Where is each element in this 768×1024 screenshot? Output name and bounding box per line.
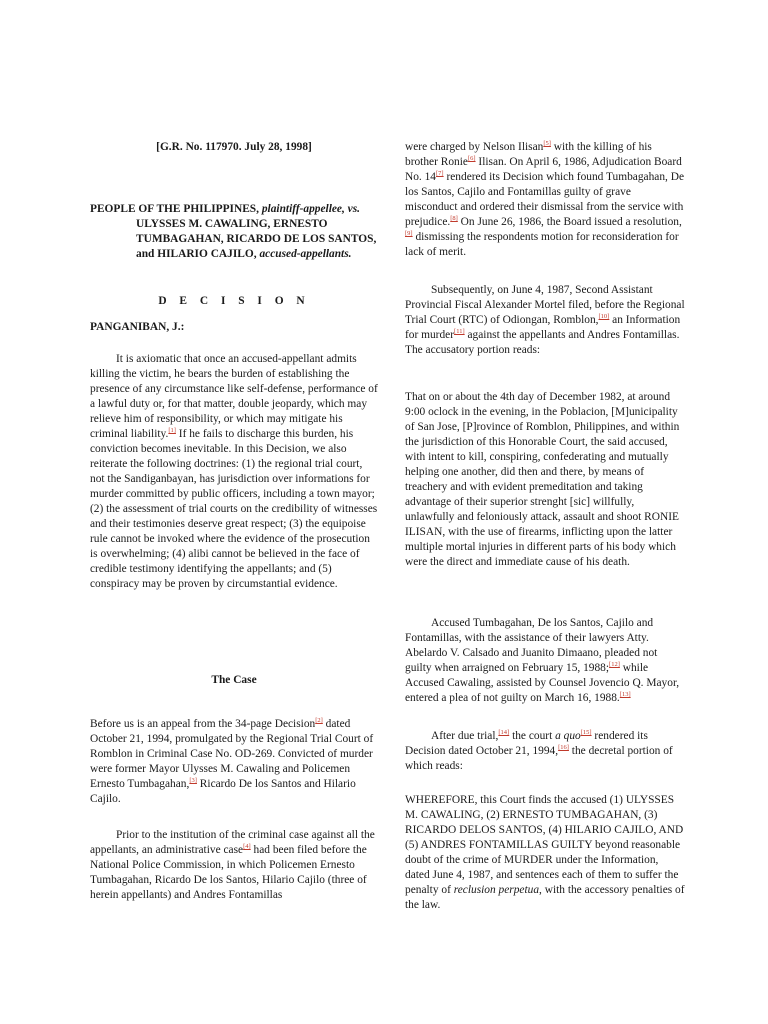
quote-dispositive	[405, 793, 685, 913]
footnote-link[interactable]: [5]	[543, 140, 551, 148]
paragraph-text: dismissing the respondents motion for reconsideration for lack of merit.	[405, 231, 679, 258]
footnote-link[interactable]: [1]	[168, 427, 176, 435]
paragraph-text: Ilisan. On April 6, 1986, Adjudication Board No. 14	[405, 156, 682, 183]
latin-term: a quo	[555, 730, 581, 742]
paragraph-text: were charged by Nelson Ilisan	[405, 141, 544, 153]
paragraph-information	[405, 283, 685, 358]
paragraph-text: with the killing of his brother Ronie	[405, 141, 652, 168]
paragraph-text: It is axiomatic that once an accused-appellant admits killing the victim, he bears the burden of establishing the presence of any circumstance like self-defense, performance of a lawful duty or, for that matter, double jeopardy, which may relieve him of responsibility, or which may mitigate his criminal liability.	[90, 353, 378, 440]
latin-term: reclusion perpetua	[453, 884, 540, 896]
footnote-link[interactable]: [15]	[580, 729, 592, 737]
paragraph-text: against the appellants and Andres Fontamillas. The accusatory portion reads:	[405, 329, 680, 356]
paragraph-text: On June 26, 1986, the Board issued a resolution,	[457, 216, 682, 228]
decision-heading-text: D E C I S I O N	[158, 295, 310, 307]
footnote-link[interactable]: [3]	[189, 777, 197, 785]
paragraph-text: while Accused Cawaling, assisted by Counsel Jovencio Q. Mayor, entered a plea of not guilty on March 16, 1988.	[405, 662, 680, 704]
case-number-text: [G.R. No. 117970. July 28, 1998]	[156, 141, 312, 153]
paragraph-administrative	[90, 828, 378, 903]
paragraph-charged	[405, 140, 685, 260]
paragraph-text: If he fails to discharge this burden, his conviction becomes inevitable. In this Decision, we also reiterate the following doctrines: (1) the regional trial court, not the Sandiganbayan, has jurisdiction over informations for murder committed by public officers, including a town mayor; (2) the assessment of trial courts on the credibility of witnesses and their testimonies deserve great respect; (3) the equipoise rule cannot be invoked where the evidence of the prosecution is overwhelming; (4) alibi cannot be believed in the face of credible testimony identifying the appellants; and (5) conspiracy may be proven by circumstantial evidence.	[90, 428, 378, 590]
footnote-link[interactable]: [2]	[315, 717, 323, 725]
footnote-link[interactable]: [12]	[609, 661, 620, 669]
footnote-link[interactable]: [11]	[454, 328, 465, 336]
versus: , vs.	[341, 203, 361, 215]
footnote-link[interactable]: [16]	[558, 744, 569, 752]
quote-information	[405, 390, 685, 570]
paragraph-intro	[90, 352, 378, 592]
ponente: PANGANIBAN, J.:	[90, 321, 185, 333]
paragraph-text: rendered its Decision which found Tumbagahan, De los Santos, Cajilo and Fontamillas guilty of grave misconduct and ordered their dismissal from the service with prejudice.	[405, 171, 685, 228]
paragraph-text: Prior to the institution of the criminal case against all the appellants, an administrative case	[90, 829, 375, 856]
footnote-link[interactable]: [7]	[436, 170, 444, 178]
quote-text: That on or about the 4th day of December 1982, at around 9:00 oclock in the evening, in the Poblacion, [M]unicipality of San Jose, [P]rovince of Romblon, Philippines, and within the jurisdiction of this Honorable Court, the said accused, with intent to kill, conspiring, confederating and mutually helping one another, did then and there, by means of treachery and with evident premeditation and taking advantage of their superior strenght [sic] willfully, unlawfully and feloniously attack, assault and shoot RONIE ILISAN, with the use of firearms, inflicting upon the latter multiple mortal injuries in different parts of his body which were the direct and immediate cause of his death.	[405, 391, 680, 568]
accused-role: accused-appellants.	[259, 248, 352, 260]
footnote-link[interactable]: [6]	[467, 155, 476, 163]
paragraph-text: Before us is an appeal from the 34-page Decision	[90, 718, 316, 730]
footnote-link[interactable]: [13]	[619, 691, 631, 699]
paragraph-trial	[405, 729, 685, 774]
paragraph-text: an Information for murder	[405, 314, 681, 341]
footnote-link[interactable]: [10]	[598, 313, 610, 321]
party-accused: ULYSSES M. CAWALING, ERNESTO TUMBAGAHAN, RICARDO DE LOS SANTOS, and HILARIO CAJILO,	[136, 218, 377, 260]
paragraph-text: dated October 21, 1994, promulgated by the Regional Trial Court of Romblon in Criminal Case No. OD-269. Convicted of murder were former Mayor Ulysses M. Cawaling and Policemen Ernesto Tumbagahan,	[90, 718, 374, 790]
paragraph-appeal	[90, 717, 378, 807]
section-heading-text: The Case	[211, 674, 257, 686]
section-heading-the-case	[90, 673, 378, 688]
paragraph-text: had been filed before the National Police Commission, in which Policemen Ernesto Tumbagahan, Ricardo De los Santos, Hilario Cajilo (three of herein appellants) and Andres Fontamillas	[90, 844, 367, 901]
paragraph-text: rendered its Decision dated October 21, 1994,	[405, 730, 648, 757]
footnote-link[interactable]: [4]	[243, 843, 251, 851]
author-line	[90, 320, 378, 335]
plaintiff-role: plaintiff-appellee	[261, 203, 342, 215]
paragraph-text: After due trial,	[431, 730, 499, 742]
paragraph-text: Ricardo De los Santos and Hilario Cajilo.	[90, 778, 356, 805]
footnote-link[interactable]: [14]	[498, 729, 510, 737]
footnote-link[interactable]: [8]	[450, 215, 458, 223]
case-parties	[90, 202, 378, 262]
party-plaintiff: PEOPLE OF THE PHILIPPINES,	[90, 203, 262, 215]
paragraph-arraignment	[405, 616, 685, 706]
paragraph-text: the decretal portion of which reads:	[405, 745, 673, 772]
quote-text: WHEREFORE, this Court finds the accused (1) ULYSSES M. CAWALING, (2) ERNESTO TUMBAGAHAN, (3) RICARDO DELOS SANTOS, (4) HILARIO CAJILO, AND (5) ANDRES FONTAMILLAS GUILTY beyond reasonable doubt of the crime of MURDER under the Information, dated June 4, 1987, and sentences each of them to suffer the penalty of	[405, 794, 684, 896]
paragraph-text: Subsequently, on June 4, 1987, Second Assistant Provincial Fiscal Alexander Mortel filed, before the Regional Trial Court (RTC) of Odiongan, Romblon,	[405, 284, 685, 326]
paragraph-text: Accused Tumbagahan, De los Santos, Cajilo and Fontamillas, with the assistance of their lawyers Atty. Abelardo V. Calsado and Juanito Dimaano, pleaded not guilty when arraigned on February 15, 1988;	[405, 617, 658, 674]
footnote-link[interactable]: [9]	[405, 230, 413, 238]
paragraph-text: the court	[509, 730, 556, 742]
case-number	[90, 140, 378, 155]
decision-heading	[90, 294, 378, 309]
quote-text: , with the accessory penalties of the law.	[405, 884, 685, 911]
